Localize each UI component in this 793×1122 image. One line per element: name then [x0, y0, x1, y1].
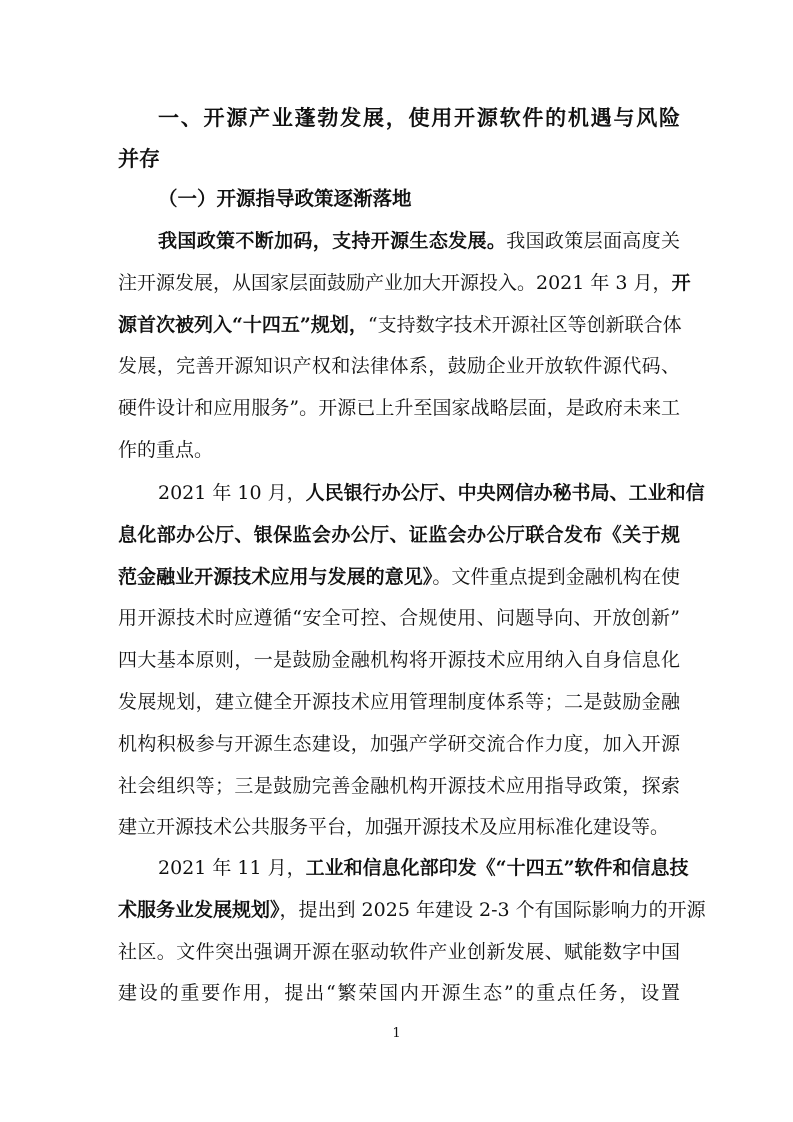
text-segment: 2021 年 11 月， [158, 857, 306, 879]
paragraph-line [118, 729, 680, 759]
text-segment: 建设的重要作用，提出“繁荣国内开源生态”的重点任务，设置 [118, 982, 680, 1005]
text-segment: 注开源发展，从国家层面鼓励产业加大开源投入。2021 年 3 月， [118, 271, 672, 294]
text-segment: 我国政策层面高度关 [506, 230, 680, 252]
text-segment: 机构积极参与开源生态建设，加强产学研交流合作力度，加入开源 [118, 732, 680, 755]
text-segment: 作的重点。 [118, 439, 214, 461]
text-segment: 社会组织等；三是鼓励完善金融机构开源技术应用指导政策，探索 [118, 774, 680, 797]
paragraph-line [158, 853, 689, 883]
text-segment: （一）开源指导政策逐渐落地 [158, 187, 412, 210]
text-segment: 。文件重点提到金融机构在使 [432, 565, 680, 588]
paragraph-line [118, 562, 680, 592]
text-segment: 工业和信息化部印发《“十四五”软件和信息技 [305, 857, 689, 879]
paragraph-line [118, 268, 691, 298]
subsection-heading [158, 184, 680, 214]
paragraph-line [118, 771, 680, 801]
paragraph-line [158, 478, 705, 508]
text-segment: 术服务业发展规划》 [118, 898, 280, 921]
text-segment: 发展，完善开源知识产权和法律体系，鼓励企业开放软件源代码、 [118, 355, 680, 378]
text-segment: 社区。文件突出强调开源在驱动软件产业创新发展、赋能数字中国 [118, 940, 680, 963]
paragraph-line [118, 435, 680, 465]
text-segment: 发展规划，建立健全开源技术应用管理制度体系等；二是鼓励金融 [118, 691, 680, 713]
text-segment: 一、开源产业蓬勃发展，使用开源软件的机遇与风险 [158, 105, 680, 130]
paragraph-line [118, 310, 680, 340]
text-segment: 开 [671, 271, 691, 294]
section-heading [158, 103, 680, 133]
text-segment: 息化部办公厅、银保监会办公厅、证监会办公厅联合发布《关于规 [118, 523, 680, 546]
section-heading [118, 144, 680, 174]
text-segment: “支持数字技术开源社区等创新联合体 [367, 313, 682, 336]
paragraph-line [118, 603, 680, 633]
text-segment: 用开源技术时应遵循“安全可控、合规使用、问题导向、开放创新” [118, 607, 680, 630]
text-segment: 人民银行办公厅、中央网信办秘书局、工业和信 [305, 482, 705, 504]
paragraph-line [118, 895, 706, 925]
text-segment: 我国政策不断加码，支持开源生态发展。 [158, 230, 507, 252]
paragraph-line [118, 687, 680, 717]
paragraph-line [118, 520, 680, 550]
text-segment: 硬件设计和应用服务”。开源已上升至国家战略层面，是政府未来工 [118, 397, 680, 420]
paragraph-line [118, 812, 680, 842]
text-segment: 2021 年 10 月， [158, 482, 306, 504]
text-segment: 范金融业开源技术应用与发展的意见》 [118, 565, 433, 588]
paragraph-line [118, 937, 680, 967]
text-segment: 建立开源技术公共服务平台，加强开源技术及应用标准化建设等。 [118, 816, 670, 839]
paragraph-line [118, 978, 680, 1008]
paragraph-line [118, 393, 680, 423]
paragraph-line [118, 351, 680, 381]
paragraph-line [118, 645, 680, 675]
text-segment: 源首次被列入“十四五”规划， [118, 313, 368, 336]
text-segment: 并存 [118, 146, 160, 171]
text-segment: 四大基本原则，一是鼓励金融机构将开源技术应用纳入自身信息化 [118, 649, 680, 672]
paragraph-line [158, 226, 680, 256]
text-segment: ，提出到 2025 年建设 2-3 个有国际影响力的开源 [279, 898, 706, 921]
page-number: 1 [392, 1026, 401, 1041]
